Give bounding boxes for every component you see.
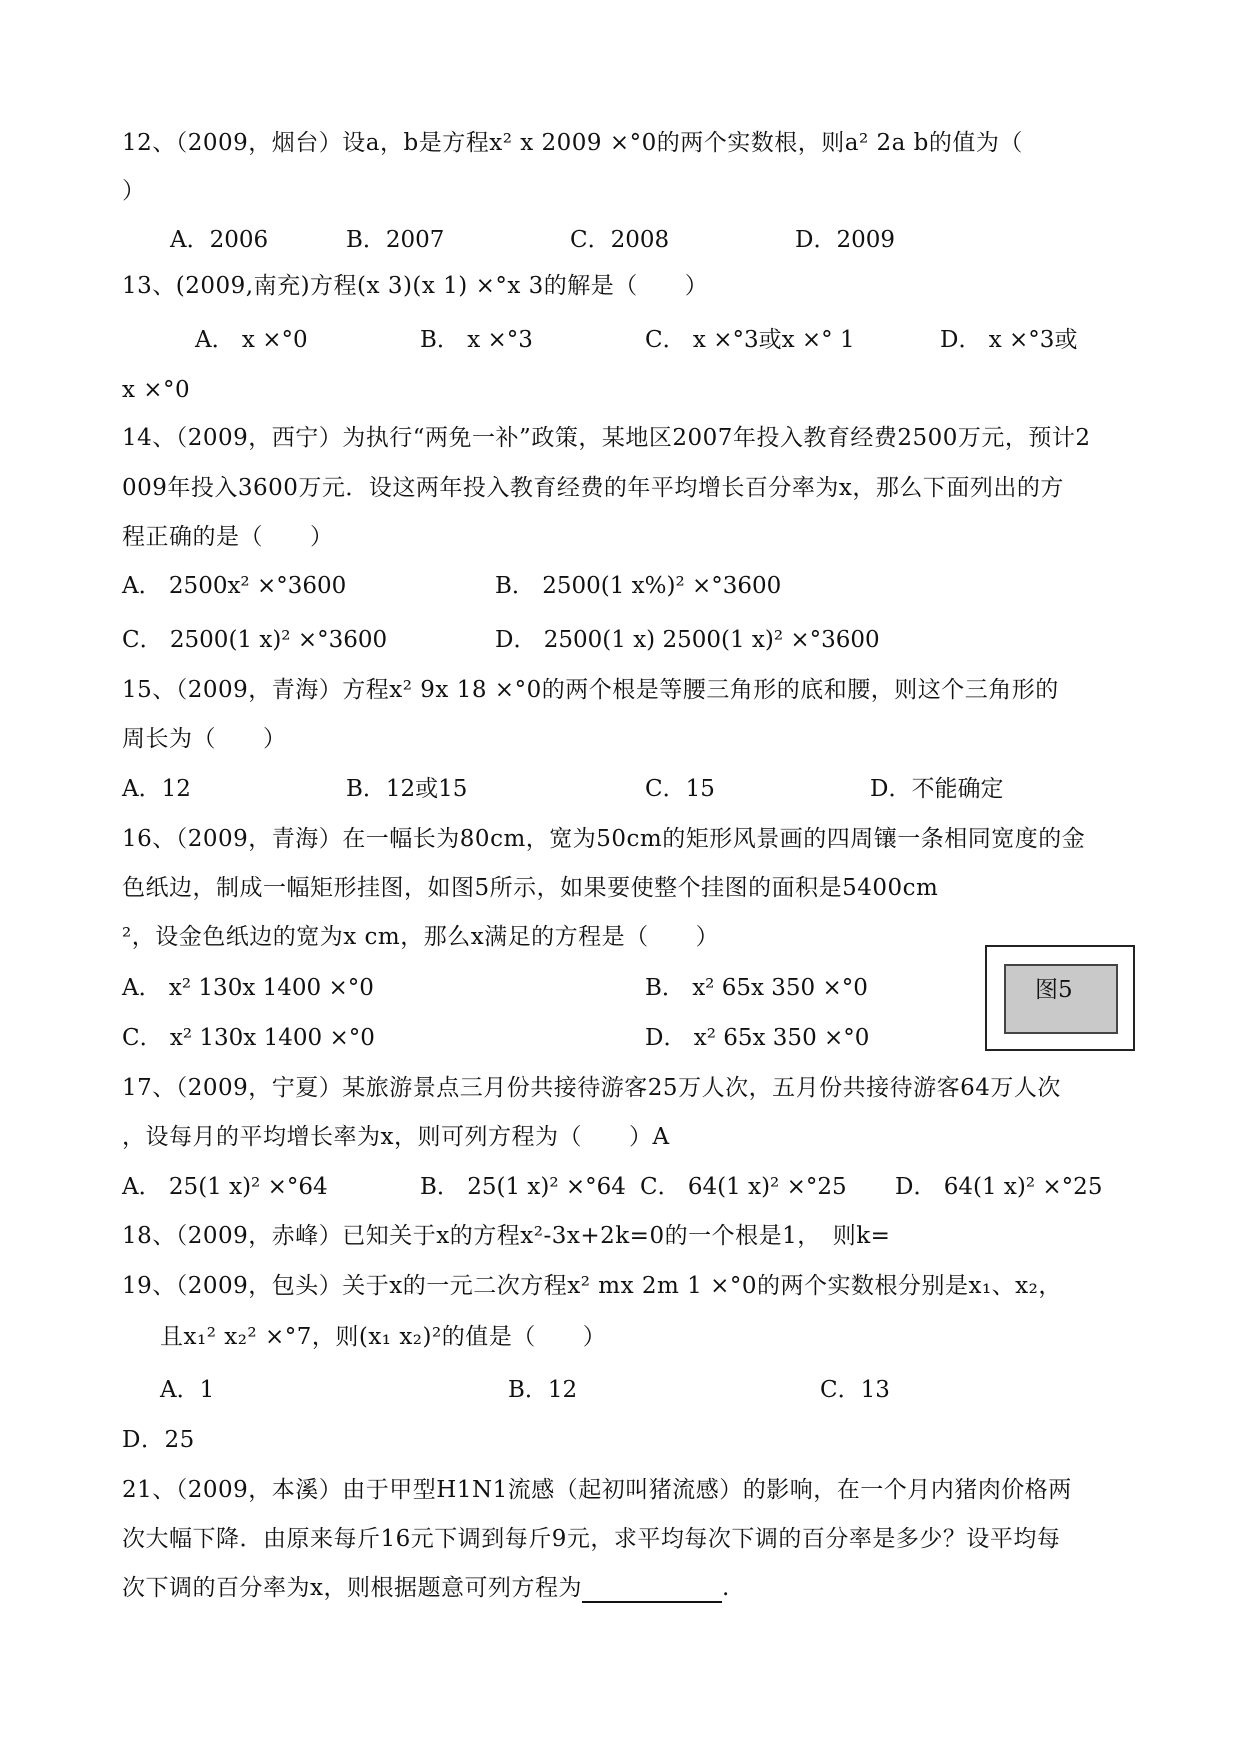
q14-option-a: A． 2500x² ×°3600: [122, 573, 347, 599]
q16-option-a: A． x² 130x 1400 ×°0: [122, 975, 374, 1001]
q14-option-b: B． 2500(1 x%)² ×°3600: [495, 573, 782, 599]
q15-option-c: C．15: [645, 776, 715, 802]
q17-option-c: C． 64(1 x)² ×°25: [640, 1174, 847, 1200]
q17-option-b: B． 25(1 x)² ×°64: [420, 1174, 626, 1200]
q13-option-c: C． x ×°3或x ×° 1: [645, 327, 855, 353]
answer-blank[interactable]: [582, 1579, 722, 1603]
figure-5-caption: 图5: [1035, 977, 1073, 1003]
q14-option-c: C． 2500(1 x)² ×°3600: [122, 627, 388, 653]
q19-line1: 19、（2009，包头）关于x的一元二次方程x² mx 2m 1 ×°0的两个实数根分别是x₁、x₂，: [122, 1273, 1062, 1299]
q13-option-b: B． x ×°3: [420, 327, 533, 353]
q14-option-d: D． 2500(1 x) 2500(1 x)² ×°3600: [495, 627, 880, 653]
q13-line1: 13、(2009,南充)方程(x 3)(x 1) ×°x 3的解是（ ）: [122, 273, 709, 299]
q13-option-a: A． x ×°0: [195, 327, 308, 353]
q16-option-c: C． x² 130x 1400 ×°0: [122, 1025, 375, 1051]
q14-line3: 程正确的是（ ）: [122, 524, 334, 550]
q15-option-a: A．12: [122, 776, 191, 802]
q21-line2: 次大幅下降．由原来每斤16元下调到每斤9元，求平均每次下调的百分率是多少？设平均每: [122, 1526, 1061, 1552]
q14-line1: 14、（2009，西宁）为执行“两免一补”政策，某地区2007年投入教育经费2500万元，预计2: [122, 425, 1091, 451]
q12-line2: ）: [122, 178, 146, 204]
q17-line1: 17、（2009，宁夏）某旅游景点三月份共接待游客25万人次，五月份共接待游客64万人次: [122, 1075, 1061, 1101]
q19-line2: 且x₁² x₂² ×°7，则(x₁ x₂)²的值是（ ）: [160, 1324, 607, 1350]
q19-option-b: B．12: [508, 1377, 578, 1403]
q21-line1: 21、（2009，本溪）由于甲型H1N1流感（起初叫猪流感）的影响，在一个月内猪肉价格两: [122, 1477, 1072, 1503]
q17-line2: ，设每月的平均增长率为x，则可列方程为（ ）A: [122, 1124, 670, 1150]
q12-option-a: A．2006: [170, 227, 269, 253]
q12-option-b: B．2007: [346, 227, 445, 253]
q14-line2: 009年投入3600万元．设这两年投入教育经费的年平均增长百分率为x，那么下面列出的方: [122, 475, 1064, 501]
q16-option-d: D． x² 65x 350 ×°0: [645, 1025, 870, 1051]
q12-option-d: D．2009: [795, 227, 895, 253]
q21-line3-text: 次下调的百分率为x，则根据题意可列方程为: [122, 1575, 582, 1601]
q15-option-d: D．不能确定: [870, 776, 1004, 802]
q18-line1: 18、（2009，赤峰）已知关于x的方程x²-3x+2k=0的一个根是1， 则k=: [122, 1223, 891, 1249]
q19-option-c: C．13: [820, 1377, 890, 1403]
q15-line1: 15、（2009，青海）方程x² 9x 18 ×°0的两个根是等腰三角形的底和腰，则这个三角形的: [122, 677, 1059, 703]
q17-option-d: D． 64(1 x)² ×°25: [895, 1174, 1103, 1200]
q21-line3-end: .: [721, 1575, 730, 1601]
q16-line1: 16、（2009，青海）在一幅长为80cm，宽为50cm的矩形风景画的四周镶一条相同宽度的金: [122, 826, 1086, 852]
q19-option-d: D．25: [122, 1427, 195, 1453]
q15-line2: 周长为（ ）: [122, 726, 287, 752]
q13-line3: x ×°0: [122, 377, 191, 403]
q16-line3: ²，设金色纸边的宽为x cm，那么x满足的方程是（ ）: [122, 924, 720, 950]
q16-option-b: B． x² 65x 350 ×°0: [645, 975, 868, 1001]
q17-option-a: A． 25(1 x)² ×°64: [122, 1174, 328, 1200]
q12-option-c: C．2008: [570, 227, 670, 253]
q13-option-d: D． x ×°3或: [940, 327, 1078, 353]
q19-option-a: A．1: [160, 1377, 215, 1403]
q15-option-b: B．12或15: [346, 776, 468, 802]
q12-line1: 12、（2009，烟台）设a，b是方程x² x 2009 ×°0的两个实数根，则a² 2a b的值为（: [122, 130, 1023, 156]
q16-line2: 色纸边，制成一幅矩形挂图，如图5所示，如果要使整个挂图的面积是5400cm: [122, 875, 939, 901]
q21-line3: [122, 1573, 730, 1603]
